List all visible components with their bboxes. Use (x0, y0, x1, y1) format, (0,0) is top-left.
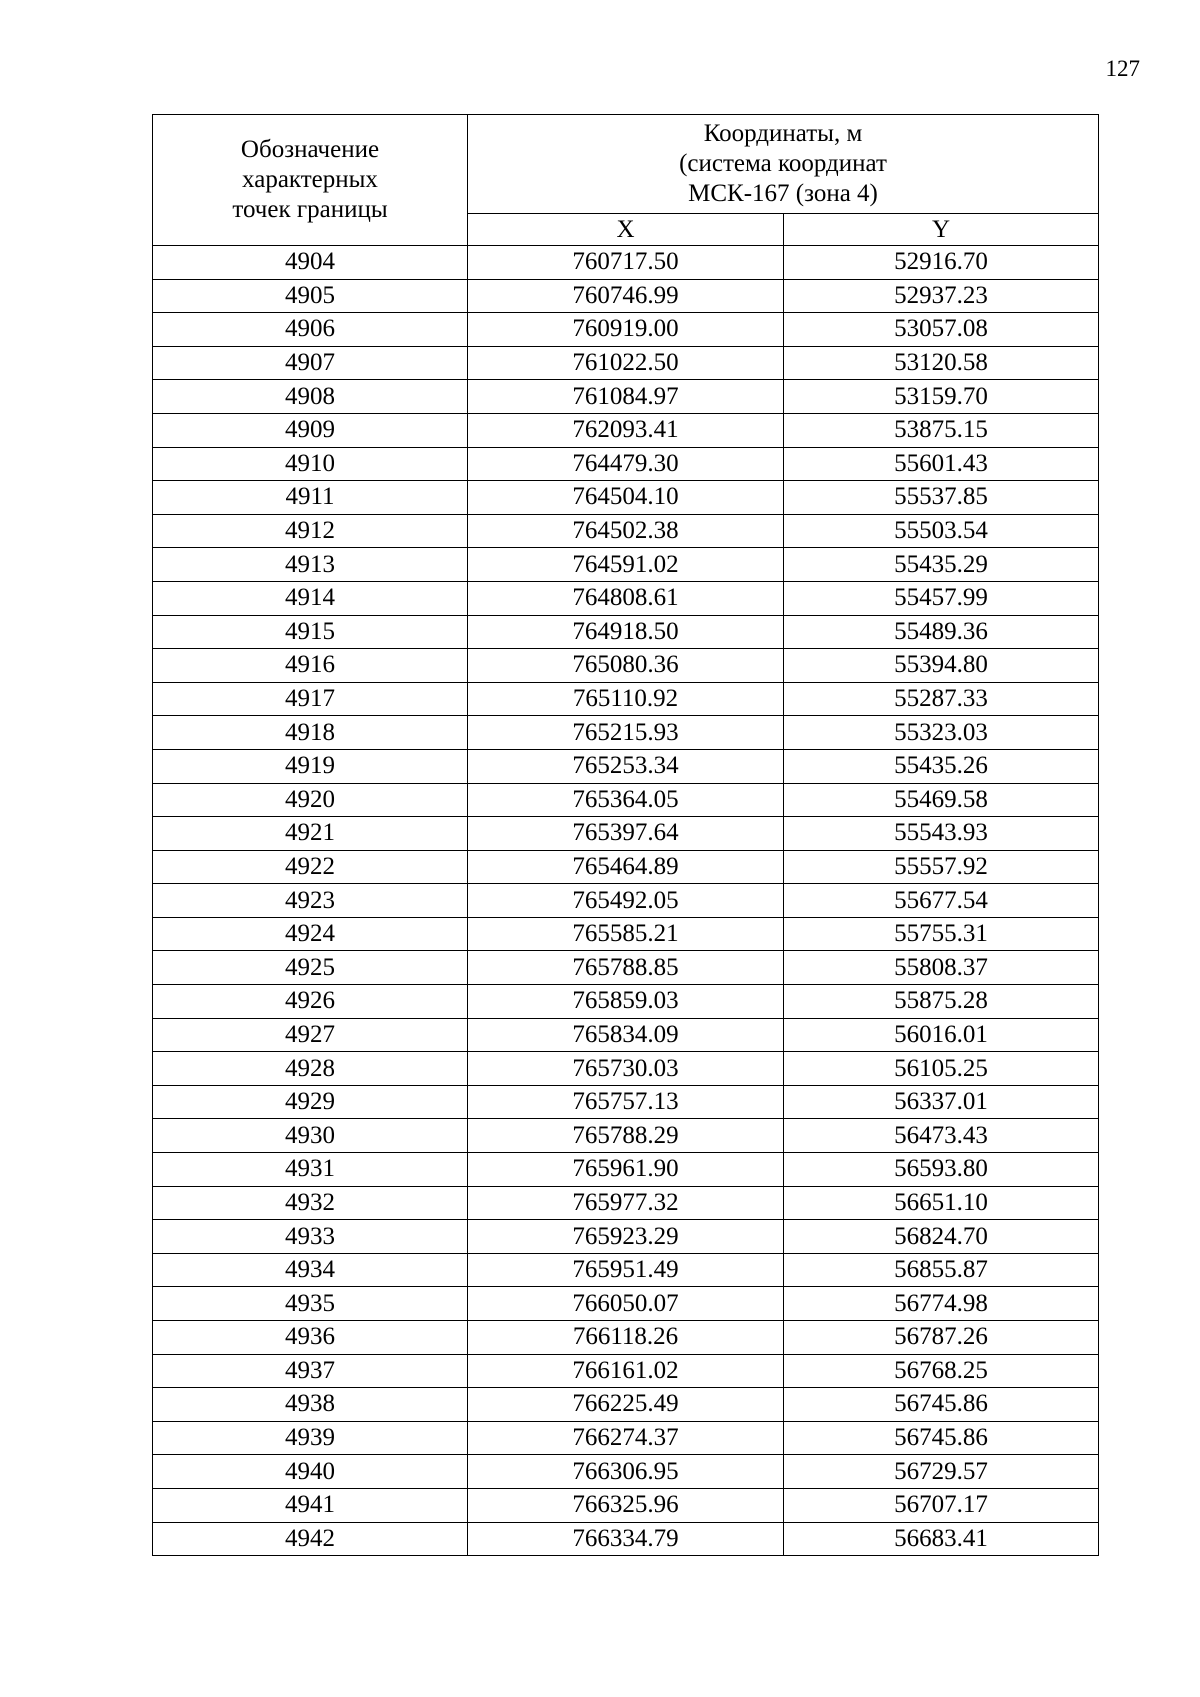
point-id-cell: 4920 (153, 783, 468, 817)
table-row (153, 514, 1099, 548)
y-coordinate-cell: 56855.87 (784, 1253, 1099, 1287)
point-id-cell: 4924 (153, 917, 468, 951)
point-id-cell: 4923 (153, 884, 468, 918)
point-id-cell: 4918 (153, 716, 468, 750)
y-coordinate-cell: 55808.37 (784, 951, 1099, 985)
x-coordinate-cell: 766225.49 (468, 1388, 784, 1422)
page-number: 127 (1105, 56, 1140, 81)
point-id-cell: 4911 (153, 481, 468, 515)
x-coordinate-cell: 761084.97 (468, 380, 784, 414)
y-coordinate-cell: 55503.54 (784, 514, 1099, 548)
y-coordinate-cell: 53159.70 (784, 380, 1099, 414)
table-row (153, 548, 1099, 582)
x-coordinate-cell: 766334.79 (468, 1522, 784, 1556)
y-coordinate-cell: 55435.26 (784, 749, 1099, 783)
table-row (153, 1220, 1099, 1254)
table-row (153, 749, 1099, 783)
point-designation-header (153, 115, 468, 246)
y-coordinate-cell: 55601.43 (784, 447, 1099, 481)
x-coordinate-cell: 766118.26 (468, 1321, 784, 1355)
point-header-line: точек границы (232, 196, 388, 223)
table-row (153, 581, 1099, 615)
table-row (153, 1287, 1099, 1321)
point-id-cell: 4904 (153, 246, 468, 280)
point-id-cell: 4931 (153, 1153, 468, 1187)
x-coordinate-cell: 764504.10 (468, 481, 784, 515)
point-id-cell: 4913 (153, 548, 468, 582)
x-coordinate-cell: 765730.03 (468, 1052, 784, 1086)
point-id-cell: 4907 (153, 346, 468, 380)
coords-header-line: Координаты, м (703, 120, 863, 147)
y-coordinate-cell: 55537.85 (784, 481, 1099, 515)
point-id-cell: 4917 (153, 682, 468, 716)
x-coordinate-cell: 765757.13 (468, 1085, 784, 1119)
point-id-cell: 4927 (153, 1018, 468, 1052)
table-row (153, 1421, 1099, 1455)
table-row (153, 246, 1099, 280)
x-coordinate-cell: 765464.89 (468, 850, 784, 884)
table-row (153, 346, 1099, 380)
point-id-cell: 4905 (153, 279, 468, 313)
x-coordinate-cell: 765961.90 (468, 1153, 784, 1187)
y-coordinate-cell: 56105.25 (784, 1052, 1099, 1086)
point-id-cell: 4906 (153, 313, 468, 347)
y-coordinate-cell: 56473.43 (784, 1119, 1099, 1153)
coords-header-line: (система координат (679, 150, 887, 177)
table-row (153, 917, 1099, 951)
point-id-cell: 4941 (153, 1488, 468, 1522)
table-row (153, 1253, 1099, 1287)
x-coordinate-cell: 764591.02 (468, 548, 784, 582)
x-coordinate-cell: 764502.38 (468, 514, 784, 548)
y-coordinate-cell: 55543.93 (784, 817, 1099, 851)
point-id-cell: 4926 (153, 985, 468, 1019)
y-coordinate-cell: 56745.86 (784, 1388, 1099, 1422)
coords-header-line: МСК-167 (зона 4) (688, 180, 878, 207)
table-row (153, 850, 1099, 884)
point-id-cell: 4921 (153, 817, 468, 851)
x-coordinate-cell: 760919.00 (468, 313, 784, 347)
point-id-cell: 4928 (153, 1052, 468, 1086)
x-coordinate-cell: 766306.95 (468, 1455, 784, 1489)
y-coordinate-cell: 55755.31 (784, 917, 1099, 951)
table-row (153, 649, 1099, 683)
x-coordinate-cell: 760746.99 (468, 279, 784, 313)
point-id-cell: 4942 (153, 1522, 468, 1556)
coordinates-header (468, 115, 1099, 214)
table-row (153, 1153, 1099, 1187)
point-id-cell: 4934 (153, 1253, 468, 1287)
y-coordinate-cell: 55557.92 (784, 850, 1099, 884)
point-id-cell: 4938 (153, 1388, 468, 1422)
point-id-cell: 4916 (153, 649, 468, 683)
table-row (153, 1186, 1099, 1220)
point-id-cell: 4935 (153, 1287, 468, 1321)
table-row (153, 413, 1099, 447)
y-coordinate-cell: 55875.28 (784, 985, 1099, 1019)
point-id-cell: 4910 (153, 447, 468, 481)
point-id-cell: 4930 (153, 1119, 468, 1153)
table-header (153, 115, 1099, 246)
table-row (153, 380, 1099, 414)
table-row (153, 1388, 1099, 1422)
x-coordinate-cell: 766161.02 (468, 1354, 784, 1388)
y-coordinate-cell: 55394.80 (784, 649, 1099, 683)
x-coordinate-cell: 766325.96 (468, 1488, 784, 1522)
table-row (153, 951, 1099, 985)
x-coordinate-cell: 762093.41 (468, 413, 784, 447)
table-body (153, 246, 1099, 1556)
y-coordinate-cell: 56745.86 (784, 1421, 1099, 1455)
x-coordinate-cell: 765585.21 (468, 917, 784, 951)
point-id-cell: 4936 (153, 1321, 468, 1355)
table-row (153, 817, 1099, 851)
y-coordinate-cell: 56774.98 (784, 1287, 1099, 1321)
table-row (153, 313, 1099, 347)
table-row (153, 615, 1099, 649)
x-coordinate-cell: 761022.50 (468, 346, 784, 380)
x-coordinate-cell: 765977.32 (468, 1186, 784, 1220)
y-coordinate-cell: 52937.23 (784, 279, 1099, 313)
y-coordinate-cell: 53875.15 (784, 413, 1099, 447)
y-coordinate-cell: 55287.33 (784, 682, 1099, 716)
point-id-cell: 4937 (153, 1354, 468, 1388)
y-coordinate-cell: 56768.25 (784, 1354, 1099, 1388)
x-coordinate-cell: 760717.50 (468, 246, 784, 280)
y-coordinate-cell: 53120.58 (784, 346, 1099, 380)
table-row (153, 783, 1099, 817)
y-coordinate-cell: 56707.17 (784, 1488, 1099, 1522)
x-coordinate-cell: 765951.49 (468, 1253, 784, 1287)
x-coordinate-cell: 765110.92 (468, 682, 784, 716)
y-coordinate-cell: 53057.08 (784, 313, 1099, 347)
table-row (153, 279, 1099, 313)
x-coordinate-cell: 765834.09 (468, 1018, 784, 1052)
point-id-cell: 4939 (153, 1421, 468, 1455)
table-row (153, 716, 1099, 750)
point-id-cell: 4922 (153, 850, 468, 884)
x-coordinate-cell: 765397.64 (468, 817, 784, 851)
table-row (153, 1455, 1099, 1489)
y-coordinate-cell: 55489.36 (784, 615, 1099, 649)
table-row (153, 481, 1099, 515)
y-coordinate-cell: 52916.70 (784, 246, 1099, 280)
point-id-cell: 4914 (153, 581, 468, 615)
y-coordinate-cell: 55457.99 (784, 581, 1099, 615)
y-coordinate-cell: 56651.10 (784, 1186, 1099, 1220)
point-id-cell: 4932 (153, 1186, 468, 1220)
x-coordinate-cell: 766050.07 (468, 1287, 784, 1321)
y-coordinate-cell: 56593.80 (784, 1153, 1099, 1187)
x-coordinate-cell: 765492.05 (468, 884, 784, 918)
y-coordinate-cell: 55323.03 (784, 716, 1099, 750)
table-row (153, 447, 1099, 481)
point-id-cell: 4909 (153, 413, 468, 447)
table-row (153, 985, 1099, 1019)
point-id-cell: 4919 (153, 749, 468, 783)
x-coordinate-cell: 766274.37 (468, 1421, 784, 1455)
coordinates-table (152, 114, 1099, 1556)
table-row (153, 1119, 1099, 1153)
table-row (153, 1488, 1099, 1522)
y-coordinate-cell: 55435.29 (784, 548, 1099, 582)
x-column-header: X (468, 214, 784, 246)
y-coordinate-cell: 56337.01 (784, 1085, 1099, 1119)
x-coordinate-cell: 765788.85 (468, 951, 784, 985)
y-column-header: Y (784, 214, 1099, 246)
x-coordinate-cell: 765788.29 (468, 1119, 784, 1153)
table-row (153, 1354, 1099, 1388)
table-row (153, 1052, 1099, 1086)
y-coordinate-cell: 55469.58 (784, 783, 1099, 817)
x-coordinate-cell: 765923.29 (468, 1220, 784, 1254)
x-coordinate-cell: 764918.50 (468, 615, 784, 649)
x-coordinate-cell: 765080.36 (468, 649, 784, 683)
y-coordinate-cell: 56824.70 (784, 1220, 1099, 1254)
point-id-cell: 4929 (153, 1085, 468, 1119)
point-id-cell: 4915 (153, 615, 468, 649)
x-coordinate-cell: 765859.03 (468, 985, 784, 1019)
table-row (153, 1085, 1099, 1119)
x-coordinate-cell: 765364.05 (468, 783, 784, 817)
table-row (153, 1321, 1099, 1355)
x-coordinate-cell: 764808.61 (468, 581, 784, 615)
point-id-cell: 4940 (153, 1455, 468, 1489)
y-coordinate-cell: 56729.57 (784, 1455, 1099, 1489)
table-row (153, 682, 1099, 716)
point-id-cell: 4933 (153, 1220, 468, 1254)
y-coordinate-cell: 55677.54 (784, 884, 1099, 918)
y-coordinate-cell: 56787.26 (784, 1321, 1099, 1355)
y-coordinate-cell: 56683.41 (784, 1522, 1099, 1556)
x-coordinate-cell: 764479.30 (468, 447, 784, 481)
x-coordinate-cell: 765215.93 (468, 716, 784, 750)
y-coordinate-cell: 56016.01 (784, 1018, 1099, 1052)
point-id-cell: 4925 (153, 951, 468, 985)
point-id-cell: 4912 (153, 514, 468, 548)
point-header-line: Обозначение (240, 136, 380, 163)
table-row (153, 884, 1099, 918)
table-row (153, 1522, 1099, 1556)
point-header-line: характерных (242, 166, 378, 193)
x-coordinate-cell: 765253.34 (468, 749, 784, 783)
point-id-cell: 4908 (153, 380, 468, 414)
table-row (153, 1018, 1099, 1052)
